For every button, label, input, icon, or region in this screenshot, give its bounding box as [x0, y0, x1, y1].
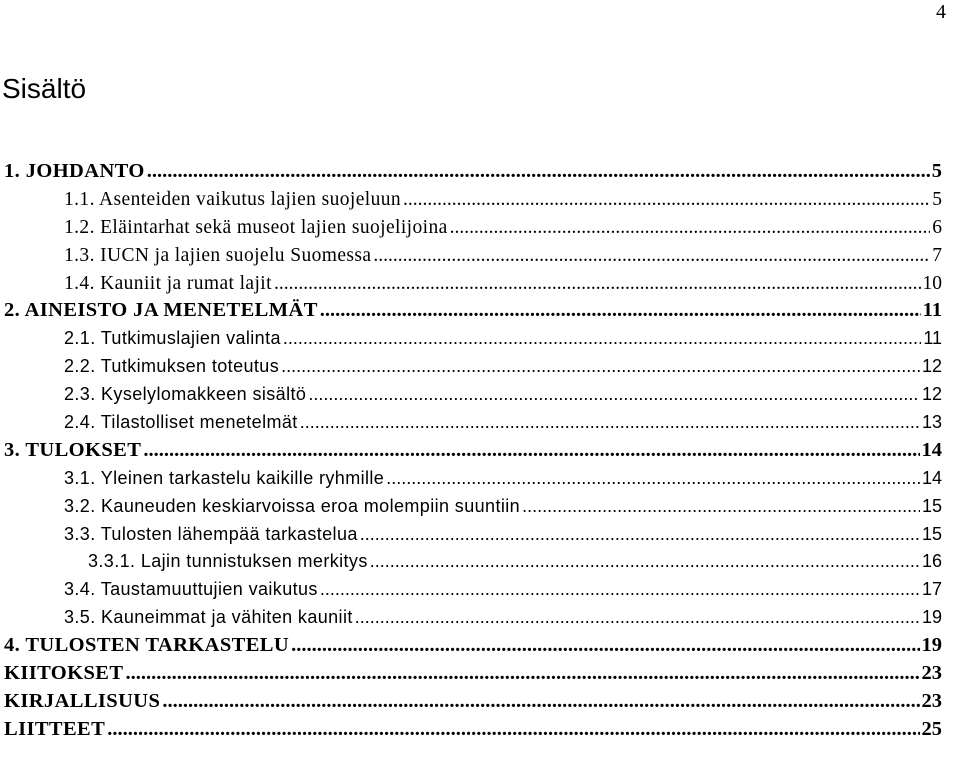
toc-entry[interactable]	[4, 548, 942, 576]
toc-dot-leader	[360, 521, 920, 549]
table-of-contents	[4, 158, 942, 744]
toc-entry[interactable]	[4, 158, 942, 186]
toc-entry-page-number: 15	[921, 523, 942, 544]
toc-entry[interactable]	[4, 493, 942, 521]
toc-entry[interactable]	[4, 660, 942, 688]
toc-entry[interactable]	[4, 576, 942, 604]
toc-entry-title: 3.3. Tulosten lähempää tarkastelua	[64, 523, 358, 544]
toc-entry-title: 3.3.1. Lajin tunnistuksen merkitys	[88, 551, 368, 572]
toc-entry-page-number: 14	[921, 438, 942, 461]
toc-dot-leader	[386, 465, 920, 493]
toc-entry-page-number: 16	[921, 551, 942, 572]
toc-entry-title: 2.2. Tutkimuksen toteutus	[64, 356, 280, 377]
toc-entry-page-number: 6	[932, 216, 942, 238]
toc-entry[interactable]	[4, 716, 942, 744]
toc-entry-page-number: 23	[921, 662, 942, 685]
toc-dot-leader	[143, 437, 919, 465]
toc-dot-leader	[450, 214, 931, 242]
toc-entry-page-number: 23	[921, 689, 942, 712]
toc-dot-leader	[274, 270, 921, 298]
toc-entry-title: 1.4. Kauniit ja rumat lajit	[64, 272, 272, 294]
toc-dot-leader	[162, 688, 919, 716]
toc-entry-title: 3.2. Kauneuden keskiarvoissa eroa molempiin suuntiin	[64, 495, 521, 516]
toc-entry-title: 1.1. Asenteiden vaikutus lajien suojeluun	[64, 188, 402, 210]
toc-entry-page-number: 5	[932, 188, 942, 210]
toc-dot-leader	[281, 353, 920, 381]
toc-dot-leader	[522, 493, 920, 521]
toc-entry-page-number: 13	[921, 412, 942, 433]
toc-entry-page-number: 7	[932, 244, 942, 266]
toc-entry-title: 2. AINEISTO JA MENETELMÄT	[4, 299, 318, 322]
toc-heading: Sisältö	[2, 73, 87, 104]
toc-entry[interactable]	[4, 186, 942, 214]
toc-entry-title: 2.1. Tutkimuslajien valinta	[64, 328, 281, 349]
toc-entry-title: 1.2. Eläintarhat sekä museot lajien suojelijoina	[64, 216, 448, 238]
toc-entry-page-number: 14	[921, 467, 942, 488]
toc-dot-leader	[125, 660, 919, 688]
toc-entry-page-number: 25	[921, 717, 942, 740]
toc-entry-title: 4. TULOSTEN TARKASTELU	[4, 634, 290, 657]
toc-dot-leader	[147, 158, 930, 186]
toc-entry[interactable]	[4, 465, 942, 493]
toc-entry[interactable]	[4, 242, 942, 270]
toc-entry[interactable]	[4, 437, 942, 465]
toc-entry-page-number: 15	[921, 495, 942, 516]
page-number: 4	[936, 1, 946, 23]
toc-entry-page-number: 5	[931, 160, 942, 182]
toc-entry[interactable]	[4, 325, 942, 353]
toc-dot-leader	[403, 186, 930, 214]
toc-dot-leader	[355, 604, 920, 632]
toc-entry-page-number: 10	[922, 272, 942, 294]
toc-entry-page-number: 19	[921, 634, 942, 657]
toc-entry[interactable]	[4, 353, 942, 381]
toc-entry[interactable]	[4, 381, 942, 409]
toc-entry-title: 3.5. Kauneimmat ja vähiten kauniit	[64, 607, 353, 628]
toc-entry-title: 1.3. IUCN ja lajien suojelu Suomessa	[64, 244, 372, 266]
toc-entry[interactable]	[4, 632, 942, 660]
toc-entry-page-number: 11	[922, 299, 942, 322]
toc-entry-title: 3.1. Yleinen tarkastelu kaikille ryhmille	[64, 467, 385, 488]
toc-entry-page-number: 17	[921, 579, 942, 600]
toc-dot-leader	[283, 325, 921, 353]
toc-entry-page-number: 12	[921, 356, 942, 377]
toc-entry[interactable]	[4, 521, 942, 549]
toc-dot-leader	[300, 409, 920, 437]
toc-entry-title: 2.3. Kyselylomakkeen sisältö	[64, 384, 307, 405]
toc-dot-leader	[370, 548, 920, 576]
toc-dot-leader	[320, 297, 921, 325]
toc-dot-leader	[308, 381, 920, 409]
toc-entry[interactable]	[4, 270, 942, 298]
toc-entry-page-number: 12	[921, 384, 942, 405]
toc-entry-title: 3. TULOKSET	[4, 438, 142, 461]
toc-entry[interactable]	[4, 604, 942, 632]
toc-entry-title: KIRJALLISUUS	[4, 689, 161, 712]
toc-entry-page-number: 19	[921, 607, 942, 628]
toc-entry[interactable]	[4, 688, 942, 716]
toc-entry[interactable]	[4, 214, 942, 242]
toc-entry-title: 3.4. Taustamuuttujien vaikutus	[64, 579, 318, 600]
toc-entry-title: 1. JOHDANTO	[4, 160, 145, 182]
toc-dot-leader	[320, 576, 920, 604]
toc-dot-leader	[291, 632, 919, 660]
toc-entry[interactable]	[4, 409, 942, 437]
toc-dot-leader	[373, 242, 930, 270]
toc-entry-title: LIITTEET	[4, 717, 106, 740]
toc-entry-title: 2.4. Tilastolliset menetelmät	[64, 412, 298, 433]
toc-entry[interactable]	[4, 297, 942, 325]
toc-entry-title: KIITOKSET	[4, 662, 124, 685]
toc-dot-leader	[107, 716, 919, 744]
toc-entry-page-number: 11	[923, 328, 942, 349]
